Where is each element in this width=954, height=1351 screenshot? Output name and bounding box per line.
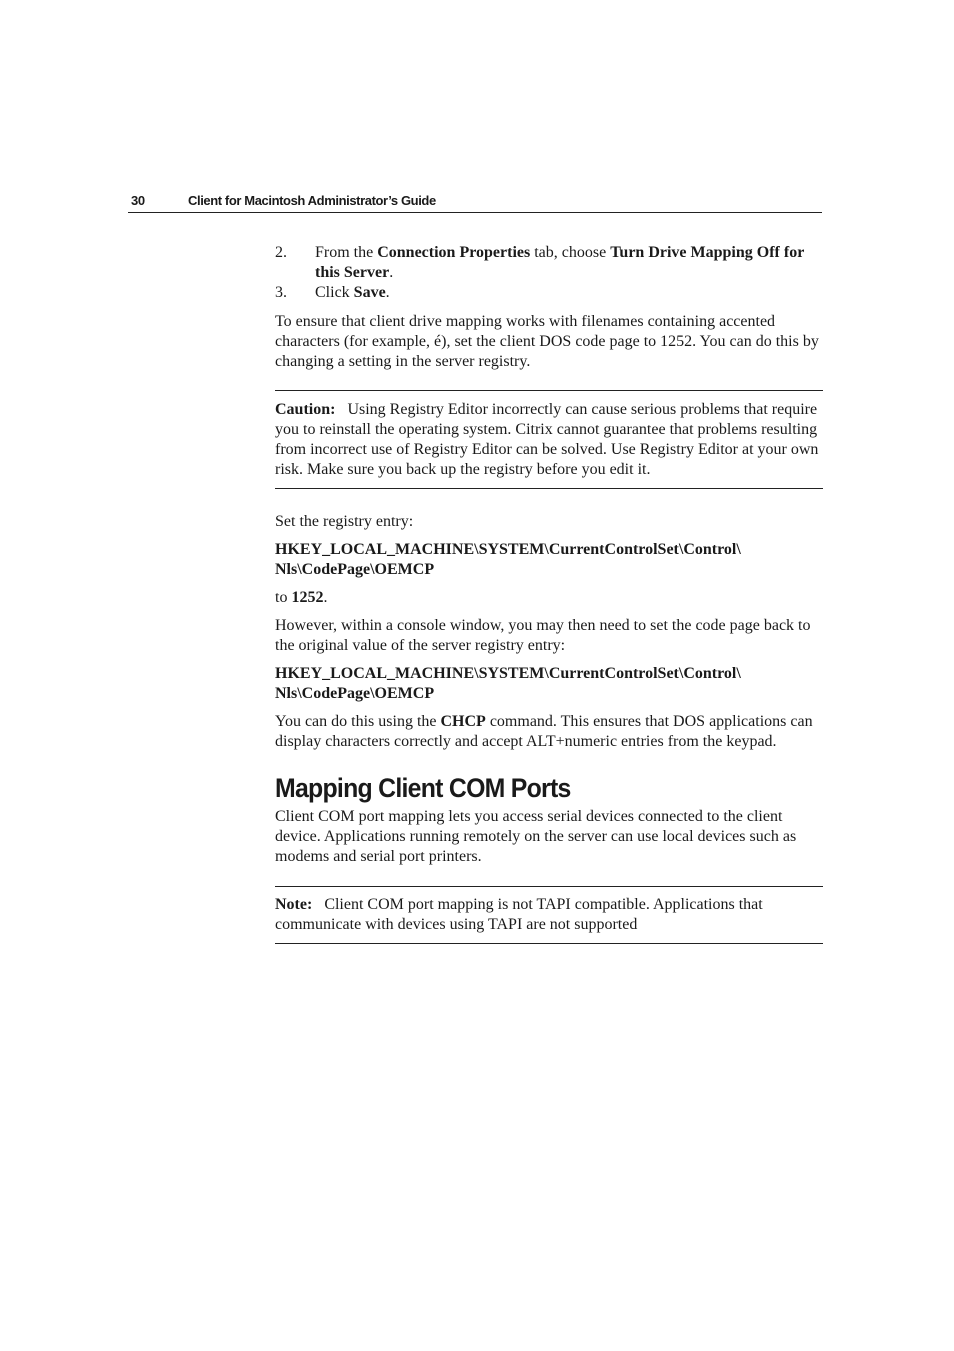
step-text: .	[389, 264, 394, 281]
caution-paragraph	[275, 400, 823, 480]
to-text-end: .	[323, 589, 328, 606]
registry-key-line: HKEY_LOCAL_MACHINE\SYSTEM\CurrentControlSet\Control\	[275, 665, 741, 682]
caution-label: Caution:	[275, 401, 336, 418]
step-text: tab, choose	[530, 244, 611, 261]
registry-key-line: Nls\CodePage\OEMCP	[275, 561, 435, 578]
step-item	[275, 283, 823, 303]
to-text: to	[275, 589, 292, 606]
registry-key	[275, 664, 823, 704]
step-text: Click	[315, 284, 354, 301]
body-paragraph	[275, 712, 823, 752]
step-text: .	[385, 284, 390, 301]
note-text: Client COM port mapping is not TAPI compatible. Applications that communicate with devices using TAPI are not supported	[275, 896, 763, 933]
ui-term-save: Save	[353, 284, 386, 301]
step-number: 3.	[275, 284, 287, 301]
running-header	[128, 192, 822, 213]
body-paragraph: Set the registry entry:	[275, 513, 414, 530]
ui-term-connection-properties: Connection Properties	[377, 244, 531, 261]
body-paragraph: However, within a console window, you may then need to set the code page back to the original value of the server registry entry:	[275, 617, 811, 654]
running-header-title: Client for Macintosh Administrator’s Guide	[188, 193, 436, 208]
registry-key-line: Nls\CodePage\OEMCP	[275, 685, 435, 702]
body-paragraph: Client COM port mapping lets you access serial devices connected to the client device. Applications running remotely on the server can use local devices such as modems and serial port printers.	[275, 808, 797, 865]
caution-box	[275, 390, 823, 489]
section-heading: Mapping Client COM Ports	[275, 773, 571, 803]
note-box	[275, 886, 823, 944]
note-label: Note:	[275, 896, 313, 913]
command-name: CHCP	[440, 713, 486, 730]
step-number: 2.	[275, 244, 287, 261]
registry-value-line	[275, 588, 823, 608]
registry-value: 1252	[291, 589, 324, 606]
caution-text: Using Registry Editor incorrectly can cause serious problems that require you to reinstall the operating system. Citrix cannot guarantee that problems resulting from incorrect use of Registry Editor can be solved. Use Registry Editor at your own risk. Make sure you back up the registry before you edit it.	[275, 401, 819, 478]
chcp-text: command. This ensures that DOS applications can display characters correctly and accept ALT+numeric entries from the keypad.	[275, 713, 813, 750]
note-paragraph	[275, 895, 823, 935]
chcp-text: You can do this using the	[275, 713, 441, 730]
page-body	[275, 243, 823, 944]
step-text: From the	[315, 244, 378, 261]
page-number: 30	[131, 193, 145, 208]
ui-term-turn-drive-mapping-off: Turn Drive Mapping Off for this Server	[315, 244, 805, 281]
step-item	[275, 243, 823, 283]
body-paragraph: To ensure that client drive mapping works with filenames containing accented characters (for example, é), set the client DOS code page to 1252. You can do this by changing a setting in the server registry.	[275, 313, 819, 370]
registry-key-line: HKEY_LOCAL_MACHINE\SYSTEM\CurrentControlSet\Control\	[275, 541, 741, 558]
registry-key	[275, 540, 823, 580]
